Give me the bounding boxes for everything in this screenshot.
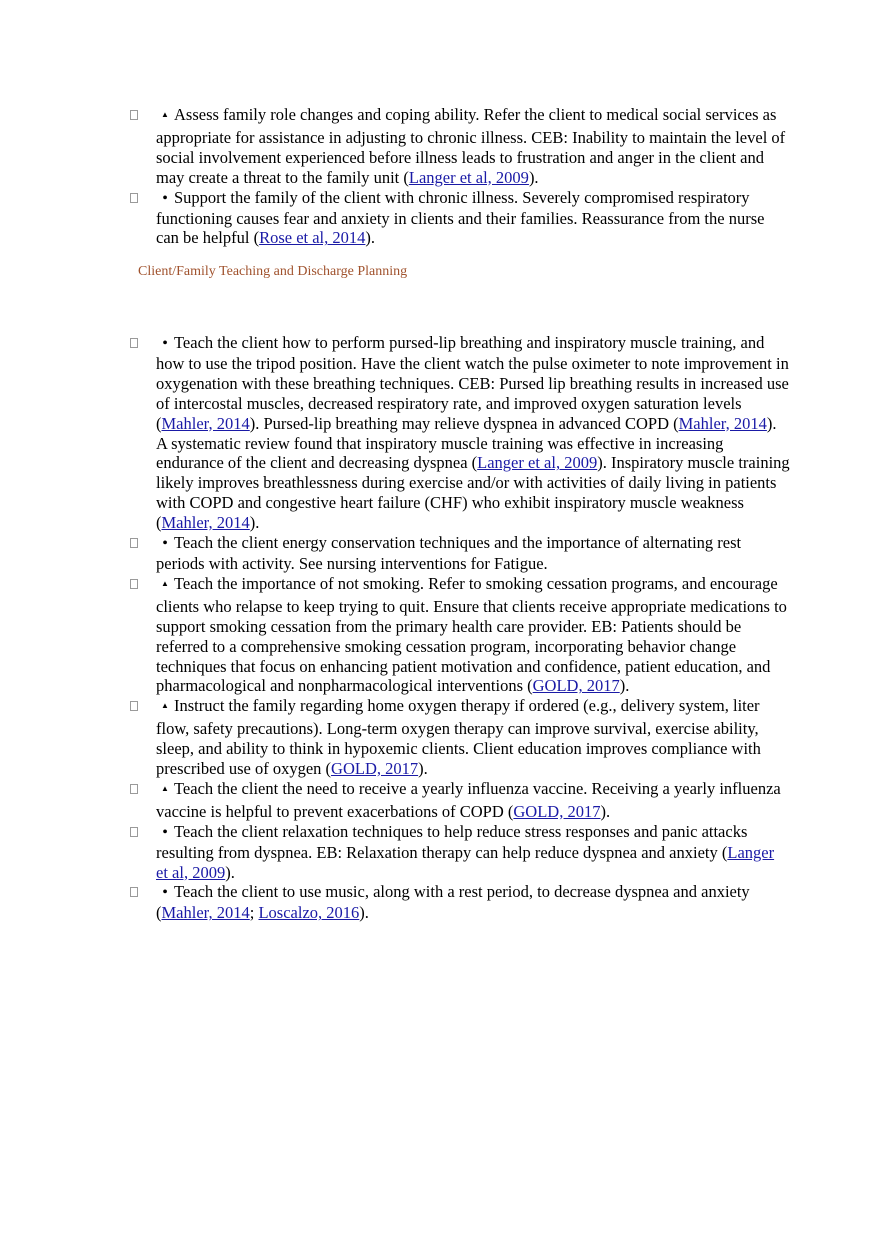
item-text: Teach the client how to perform pursed-lip breathing and inspiratory muscle training, and how to use the tripod position. Have the client watch the pulse oximeter to note improvement in oxygenation with these breathing techniques. CEB: Pursed lip breathing results in increased use of intercostal muscles, decreased respiratory rate, and improved oxygen saturation levels ( xyxy=(156,333,789,433)
bullet-icon: • xyxy=(162,884,168,902)
item-text: ). Inspiratory muscle training likely improves breathlessness during exercise and/or with activities of daily living in patients with COPD and congestive heart failure (CHF) who exhibit inspiratory muscle weakness ( xyxy=(156,453,790,533)
citation-link[interactable]: GOLD, 2017 xyxy=(532,676,620,696)
checkbox-placeholder-icon xyxy=(130,701,138,711)
bullet-icon: • xyxy=(162,535,168,553)
checkbox-placeholder-icon xyxy=(130,784,138,794)
item-text: Teach the client the need to receive a yearly influenza vaccine. Receiving a yearly influenza vaccine is helpful to prevent exacerbations of COPD ( xyxy=(156,778,781,821)
list-item xyxy=(130,822,790,883)
item-text: Assess family role changes and coping ability. Refer the client to medical social services as appropriate for assistance in adjusting to chronic illness. CEB: Inability to maintain the level of social involvement experienced before illness leads to frustration and anger in the client and may create a threat to the family unit ( xyxy=(156,105,786,187)
item-text: ; xyxy=(249,903,259,923)
citation-link[interactable]: Mahler, 2014 xyxy=(161,903,250,923)
citation-link[interactable]: Mahler, 2014 xyxy=(161,513,250,533)
item-text: ). xyxy=(359,903,369,923)
citation-link[interactable]: Mahler, 2014 xyxy=(678,413,767,433)
citation-link[interactable]: Langer et al, 2009 xyxy=(477,453,598,473)
section-heading: Client/Family Teaching and Discharge Planning xyxy=(138,264,408,279)
citation-link[interactable]: Langer et al, 2009 xyxy=(156,842,775,882)
intervention-list-teaching xyxy=(130,333,790,923)
list-item xyxy=(130,188,790,249)
checkbox-placeholder-icon xyxy=(130,538,138,548)
checkbox-placeholder-icon xyxy=(130,338,138,348)
citation-link[interactable]: Langer et al, 2009 xyxy=(408,167,529,187)
intervention-list-family xyxy=(130,105,790,248)
citation-link[interactable]: GOLD, 2017 xyxy=(331,759,419,779)
list-item xyxy=(130,574,790,696)
list-item xyxy=(130,696,790,779)
checkbox-placeholder-icon xyxy=(130,110,138,120)
triangle-bullet-icon: ▲ xyxy=(161,783,169,793)
item-text: Teach the importance of not smoking. Refer to smoking cessation programs, and encourage clients who relapse to keep trying to quit. Ensure that clients receive appropriate medications to support smoking cessation from the primary health care provider. EB: Patients should be referred to a comprehensive smoking cessation program, incorporating behavior change techniques that focus on enhancing patient motivation and confidence, patient education, and pharmacological and nonpharmacological interventions ( xyxy=(156,573,787,696)
item-text: Support the family of the client with chronic illness. Severely compromised respiratory functioning causes fear and anxiety in clients and their families. Reassurance from the nurse can be helpful ( xyxy=(156,187,765,248)
triangle-bullet-icon: ▲ xyxy=(161,110,169,119)
item-text: Instruct the family regarding home oxygen therapy if ordered (e.g., delivery system, liter flow, safety precautions). Long-term oxygen therapy can improve survival, exercise ability, sleep, and ability to think in hypoxemic clients. Client education improves compliance with prescribed use of oxygen ( xyxy=(156,696,761,779)
item-text: ). xyxy=(365,228,376,248)
item-text: ). xyxy=(600,801,611,821)
checkbox-placeholder-icon xyxy=(130,887,138,897)
item-text: ). xyxy=(225,862,235,882)
item-text: Teach the client relaxation techniques to help reduce stress responses and panic attacks resulting from dyspnea. EB: Relaxation therapy can help reduce dyspnea and anxiety ( xyxy=(156,821,748,862)
citation-link[interactable]: GOLD, 2017 xyxy=(513,801,601,821)
citation-link[interactable]: Loscalzo, 2016 xyxy=(258,903,360,923)
item-text: ). xyxy=(418,759,428,779)
item-text: ). xyxy=(249,513,260,533)
bullet-icon: • xyxy=(162,823,168,841)
item-text: Teach the client to use music, along with a rest period, to decrease dyspnea and anxiety ( xyxy=(156,882,750,923)
checkbox-placeholder-icon xyxy=(130,193,138,203)
bullet-icon: • xyxy=(162,189,168,207)
list-item xyxy=(130,105,790,188)
item-text: ). xyxy=(528,167,539,187)
item-text: ). xyxy=(619,676,630,696)
item-text: Teach the client energy conservation techniques and the importance of alternating rest periods with activity. See nursing interventions for Fatigue. xyxy=(156,533,742,573)
citation-link[interactable]: Mahler, 2014 xyxy=(161,413,250,433)
checkbox-placeholder-icon xyxy=(130,827,138,837)
list-item xyxy=(130,882,790,923)
list-item xyxy=(130,333,790,533)
list-item xyxy=(130,533,790,574)
bullet-icon: • xyxy=(162,335,168,352)
citation-link[interactable]: Rose et al, 2014 xyxy=(259,228,366,248)
list-item xyxy=(130,779,790,822)
item-text: ). Pursed-lip breathing may relieve dyspnea in advanced COPD ( xyxy=(249,413,679,433)
checkbox-placeholder-icon xyxy=(130,579,138,589)
item-text: ). A systematic review found that inspiratory muscle training was effective in increasing endurance of the client and decreasing dyspnea ( xyxy=(156,413,777,473)
triangle-bullet-icon: ▲ xyxy=(161,578,169,588)
triangle-bullet-icon: ▲ xyxy=(161,701,169,711)
